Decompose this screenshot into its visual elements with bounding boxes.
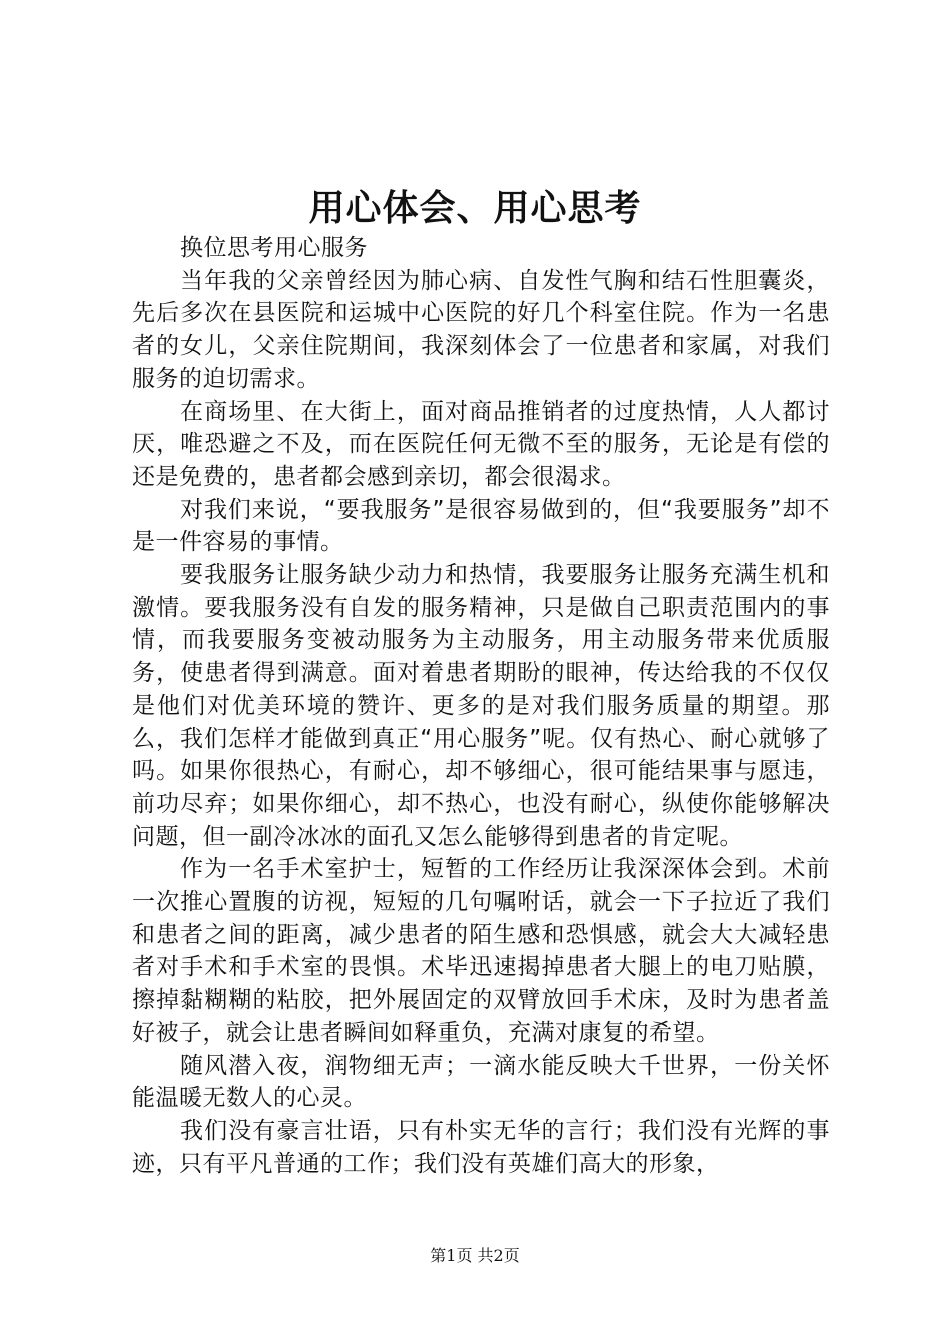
paragraph: 对我们来说，“要我服务”是很容易做到的，但“我要服务”却不是一件容易的事情。 [132,496,830,556]
paragraph: 我们没有豪言壮语，只有朴实无华的言行；我们没有光辉的事迹，只有平凡普通的工作；我们没有英雄们高大的形象， [132,1117,830,1177]
paragraph: 当年我的父亲曾经因为肺心病、自发性气胸和结石性胆囊炎，先后多次在县医院和运城中心医院的好几个科室住院。作为一名患者的女儿，父亲住院期间，我深刻体会了一位患者和家属，对我们服务的迫切需求。 [132,267,830,392]
paragraph: 作为一名手术室护士，短暂的工作经历让我深深体会到。术前一次推心置腹的访视，短短的几句嘱咐话，就会一下子拉近了我们和患者之间的距离，减少患者的陌生感和恐惧感，就会大大减轻患者对手术和手术室的畏惧。术毕迅速揭掉患者大腿上的电刀贴膜，擦掉黏糊糊的粘胶，把外展固定的双臂放回手术床，及时为患者盖好被子，就会让患者瞬间如释重负，充满对康复的希望。 [132,856,830,1046]
document-body [132,232,830,1180]
page-number-footer: 第1页 共2页 [430,1246,520,1265]
document-title: 用心体会、用心思考 [308,187,642,229]
paragraph: 在商场里、在大街上，面对商品推销者的过度热情，人人都讨厌，唯恐避之不及，而在医院任何无微不至的服务，无论是有偿的还是免费的，患者都会感到亲切，都会很渴求。 [132,398,830,490]
paragraph-subtitle: 换位思考用心服务 [180,235,368,261]
paragraph: 要我服务让服务缺少动力和热情，我要服务让服务充满生机和激情。要我服务没有自发的服务精神，只是做自己职责范围内的事情，而我要服务变被动服务为主动服务，用主动服务带来优质服务，使患者得到满意。面对着患者期盼的眼神，传达给我的不仅仅是他们对优美环境的赞许、更多的是对我们服务质量的期望。那么，我们怎样才能做到真正“用心服务”呢。仅有热心、耐心就够了吗。如果你很热心，有耐心，却不够细心，很可能结果事与愿违，前功尽弃；如果你细心，却不热心，也没有耐心，纵使你能够解决问题，但一副冷冰冰的面孔又怎么能够得到患者的肯定呢。 [132,562,830,850]
paragraph: 随风潜入夜，润物细无声；一滴水能反映大千世界，一份关怀能温暖无数人的心灵。 [132,1052,830,1112]
